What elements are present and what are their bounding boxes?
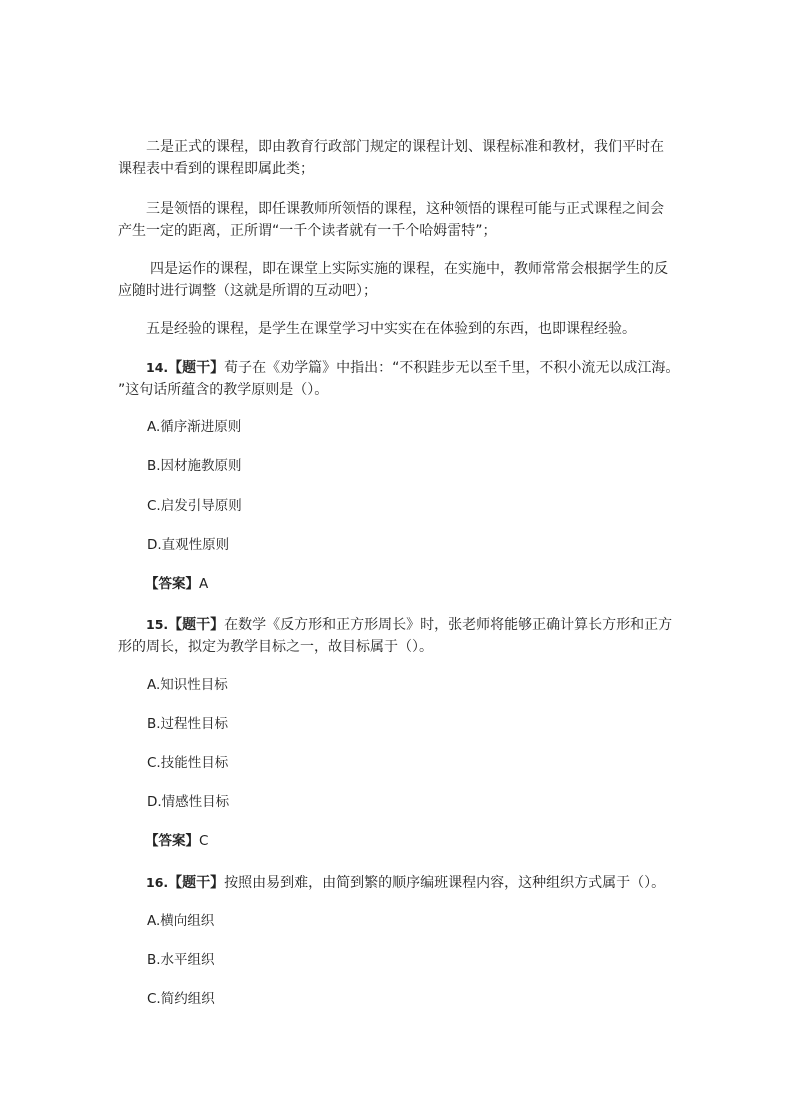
paragraph-line: 产生一定的距离，正所谓“一千个读者就有一千个哈姆雷特”；	[118, 223, 497, 239]
option-b: B.过程性目标	[147, 716, 229, 732]
question-stem-text: 荀子在《劝学篇》中指出：“不积跬步无以至千里，不积小流无以成江海。	[224, 360, 680, 376]
paragraph-line: 五是经验的课程，是学生在课堂学习中实实在在体验到的东西，也即课程经验。	[146, 321, 636, 337]
paragraph-perceived-curriculum	[118, 198, 674, 242]
question-16-stem	[118, 872, 674, 894]
paragraph-experienced-curriculum	[118, 318, 674, 340]
question-stem-line: ”这句话所蕴含的教学原则是（）。	[118, 382, 329, 398]
answer-tag: 【答案】	[145, 833, 199, 849]
answer-tag: 【答案】	[145, 576, 199, 592]
paragraph-formal-curriculum	[118, 136, 674, 180]
answer-value: C	[199, 833, 209, 849]
option-d: D.情感性目标	[147, 794, 230, 810]
option-c: C.技能性目标	[147, 755, 229, 771]
option-b: B.因材施教原则	[147, 458, 242, 474]
paragraph-operational-curriculum	[118, 258, 674, 302]
question-stem-text: 按照由易到难，由简到繁的顺序编班课程内容，这种组织方式属于（）。	[224, 875, 666, 891]
question-stem-line	[118, 614, 674, 636]
paragraph-line: 二是正式的课程，即由教育行政部门规定的课程计划、课程标准和教材，我们平时在	[146, 139, 664, 155]
question-tag: 【题干】	[168, 360, 225, 376]
question-stem-line: 形的周长，拟定为教学目标之一，故目标属于（）。	[118, 639, 433, 655]
paragraph-line: 应随时进行调整（这就是所谓的互动吧）；	[118, 283, 377, 299]
question-number: 14.	[146, 360, 169, 375]
option-c: C.简约组织	[147, 991, 215, 1007]
question-tag: 【题干】	[168, 617, 225, 633]
answer-line	[145, 574, 208, 594]
question-stem-text: 在数学《反方形和正方形周长》时，张老师将能够正确计算长方形和正方	[224, 617, 673, 633]
option-d: D.直观性原则	[147, 537, 230, 553]
question-15-stem	[118, 614, 674, 658]
option-a: A.横向组织	[147, 913, 215, 929]
option-a: A.知识性目标	[147, 677, 228, 693]
question-stem-line	[118, 357, 680, 379]
option-a: A.循序渐进原则	[147, 419, 242, 435]
paragraph-line: 三是领悟的课程，即任课教师所领悟的课程，这种领悟的课程可能与正式课程之间会	[146, 201, 664, 217]
option-c: C.启发引导原则	[147, 498, 242, 514]
option-b: B.水平组织	[147, 952, 215, 968]
paragraph-line: 课程表中看到的课程即属此类；	[118, 161, 314, 177]
question-tag: 【题干】	[168, 875, 225, 891]
question-number: 16.	[146, 875, 169, 890]
question-14-stem	[118, 357, 680, 401]
answer-value: A	[199, 576, 209, 592]
answer-line	[145, 831, 208, 851]
paragraph-line: 四是运作的课程，即在课堂上实际实施的课程，在实施中，教师常常会根据学生的反	[150, 261, 668, 277]
question-number: 15.	[146, 617, 169, 632]
question-stem-line	[118, 872, 674, 894]
